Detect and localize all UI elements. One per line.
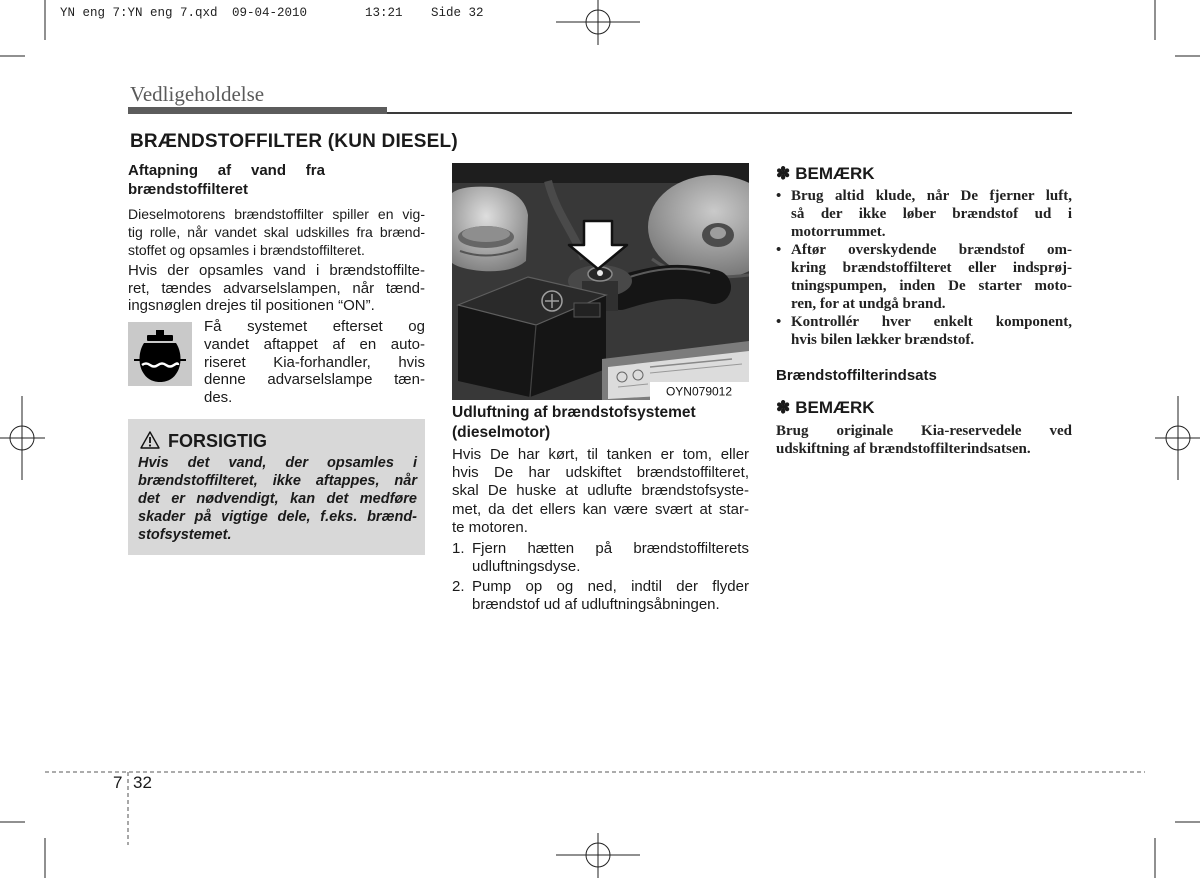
bullet-2-text-line: ren, for at undgå brand. xyxy=(791,296,946,312)
print-page: Side 32 xyxy=(431,6,484,20)
engine-bay-figure xyxy=(452,163,749,400)
step-number: 2. xyxy=(452,578,465,595)
registration-mark-left xyxy=(0,396,45,480)
bleeding-heading-line: (dieselmotor) xyxy=(452,424,551,441)
note-title: BEMÆRK xyxy=(795,398,875,417)
left-paragraph-1-line: tig rolle, når vandet skal udskilles fra brænd- xyxy=(128,224,426,240)
bullet-1-text-line: så der ikke løber brændstof ud i xyxy=(791,206,1072,222)
warning-lamp-text-line: Få systemet efterset og xyxy=(204,318,425,335)
caution-title: FORSIGTIG xyxy=(168,431,267,451)
bleeding-paragraph-line: hvis De har udskiftet brændstoffilteret, xyxy=(452,464,749,482)
header-bar xyxy=(128,107,387,114)
bullet: • xyxy=(776,242,782,258)
page-title: BRÆNDSTOFFILTER (KUN DIESEL) xyxy=(130,131,458,152)
caution-text-line: brændstoffilteret, ikke aftappes, når xyxy=(138,473,417,489)
registration-mark-top xyxy=(556,0,640,45)
note-2-text-line: udskiftning af brændstoffilterindsatsen. xyxy=(776,441,1031,457)
step-1-text-line: Fjern hætten på brændstoffilterets xyxy=(472,540,749,557)
note-heading xyxy=(776,398,875,418)
bleeding-heading xyxy=(452,403,749,443)
print-time: 13:21 xyxy=(365,6,403,20)
left-paragraph-2 xyxy=(128,262,425,315)
bullet: • xyxy=(776,314,782,330)
note-bullet-list xyxy=(776,187,1072,349)
bleeding-paragraph-line: Hvis De har kørt, til tanken er tom, eller xyxy=(452,446,750,463)
caution-text-line: det er nødvendigt, kan det medføre xyxy=(138,491,417,507)
left-paragraph-2-line: ret, tændes advarselslampen, når tænd- xyxy=(128,279,425,297)
engine-bay-photo xyxy=(452,163,749,400)
step-2-text xyxy=(472,578,749,614)
left-paragraph-2-line: ingsnøglen drejes til positionen “ON”. xyxy=(128,297,375,315)
print-file-name: YN eng 7:YN eng 7.qxd xyxy=(60,6,218,20)
warning-lamp-text-line: des. xyxy=(204,389,233,406)
note-asterisk-icon: ✽ xyxy=(776,164,791,183)
left-paragraph-1-line: stoffet og opsamles i brændstoffilteret. xyxy=(128,242,365,258)
bullet-3-text-line: hvis bilen lækker brændstof. xyxy=(791,332,975,348)
chapter-number: 7 xyxy=(113,773,123,792)
warning-lamp-text-line: vandet aftappet af en auto- xyxy=(204,335,425,353)
left-paragraph-1 xyxy=(128,205,425,259)
bullet-1-text-line: Brug altid klude, når De fjerner luft, xyxy=(791,188,1073,204)
filter-insert-heading: Brændstoffilterindsats xyxy=(776,367,937,384)
bullet-3-text-line: Kontrollér hver enkelt komponent, xyxy=(791,314,1072,330)
list-item xyxy=(776,187,1072,241)
fuel-hose xyxy=(620,269,714,293)
bullet-2-text-line: tningspumpen, inden De starter moto- xyxy=(791,278,1072,294)
left-heading-line: brændstoffilteret xyxy=(128,181,248,198)
step-2-text-line: brændstof ud af udluftningsåbningen. xyxy=(472,596,720,613)
bleeding-paragraph-line: met, da det ellers kan være svært at star- xyxy=(452,500,749,518)
list-item xyxy=(776,313,1072,349)
reservoir xyxy=(452,187,528,272)
warning-triangle-icon xyxy=(140,431,160,449)
step-1-text xyxy=(472,540,749,576)
bullet-1-text-line: motorrummet. xyxy=(791,224,886,240)
fuel-filter-water-warning-icon xyxy=(128,322,192,386)
bleeding-heading-line: Udluftning af brændstofsystemet xyxy=(452,404,696,421)
bullet-2-text xyxy=(791,241,1072,313)
left-paragraph-2-line: Hvis der opsamles vand i brændstoffilte- xyxy=(128,262,425,279)
step-2-text-line: Pump op og ned, indtil der flyder xyxy=(472,578,749,595)
left-heading xyxy=(128,161,325,199)
bleeding-paragraph-line: te motoren. xyxy=(452,518,528,536)
note-2-text xyxy=(776,422,1072,458)
caution-text xyxy=(138,454,417,544)
registration-mark-bottom xyxy=(556,833,640,878)
bleeding-paragraph xyxy=(452,446,749,537)
list-item xyxy=(776,241,1072,313)
note-asterisk-icon: ✽ xyxy=(776,398,791,417)
registration-mark-right xyxy=(1155,396,1200,480)
step-number: 1. xyxy=(452,540,465,557)
bullet-1-text xyxy=(791,187,1072,241)
fuel-filter-water-warning-icon-graphic xyxy=(128,322,192,386)
print-date: 09-04-2010 xyxy=(232,6,308,20)
left-paragraph-1-line: Dieselmotorens brændstoffilter spiller en vig- xyxy=(128,206,425,222)
bullet-3-text xyxy=(791,313,1072,349)
left-heading-line: Aftapning af vand fra xyxy=(128,162,325,179)
step-1-text-line: udluftningsdyse. xyxy=(472,558,581,575)
caution-text-line: Hvis det vand, der opsamles i xyxy=(138,455,417,471)
warning-lamp-text xyxy=(204,318,425,407)
note-title: BEMÆRK xyxy=(795,164,875,183)
note-heading xyxy=(776,164,875,184)
header-rule xyxy=(387,112,1072,114)
bullet-2-text-line: kring brændstoffilteret eller indsprøj- xyxy=(791,260,1073,276)
bleeding-paragraph-line: skal De huske at udlufte brændstofsyste- xyxy=(452,482,750,500)
warning-lamp-text-line: denne advarselslampe tæn- xyxy=(204,371,425,389)
warning-lamp-text-line: riseret Kia-forhandler, hvis xyxy=(204,353,426,371)
caution-text-line: stofsystemet. xyxy=(138,527,232,543)
page-number: 32 xyxy=(133,773,152,792)
bullet-2-text-line: Aftør overskydende brændstof om- xyxy=(791,242,1072,258)
section-header: Vedligeholdelse xyxy=(130,82,265,106)
note-2-text-line: Brug originale Kia-reservedele ved xyxy=(776,423,1072,439)
figure-caption: OYN079012 xyxy=(665,384,733,399)
caution-text-line: skader på vigtige dele, f.eks. brænd- xyxy=(138,509,418,525)
bullet: • xyxy=(776,188,782,204)
